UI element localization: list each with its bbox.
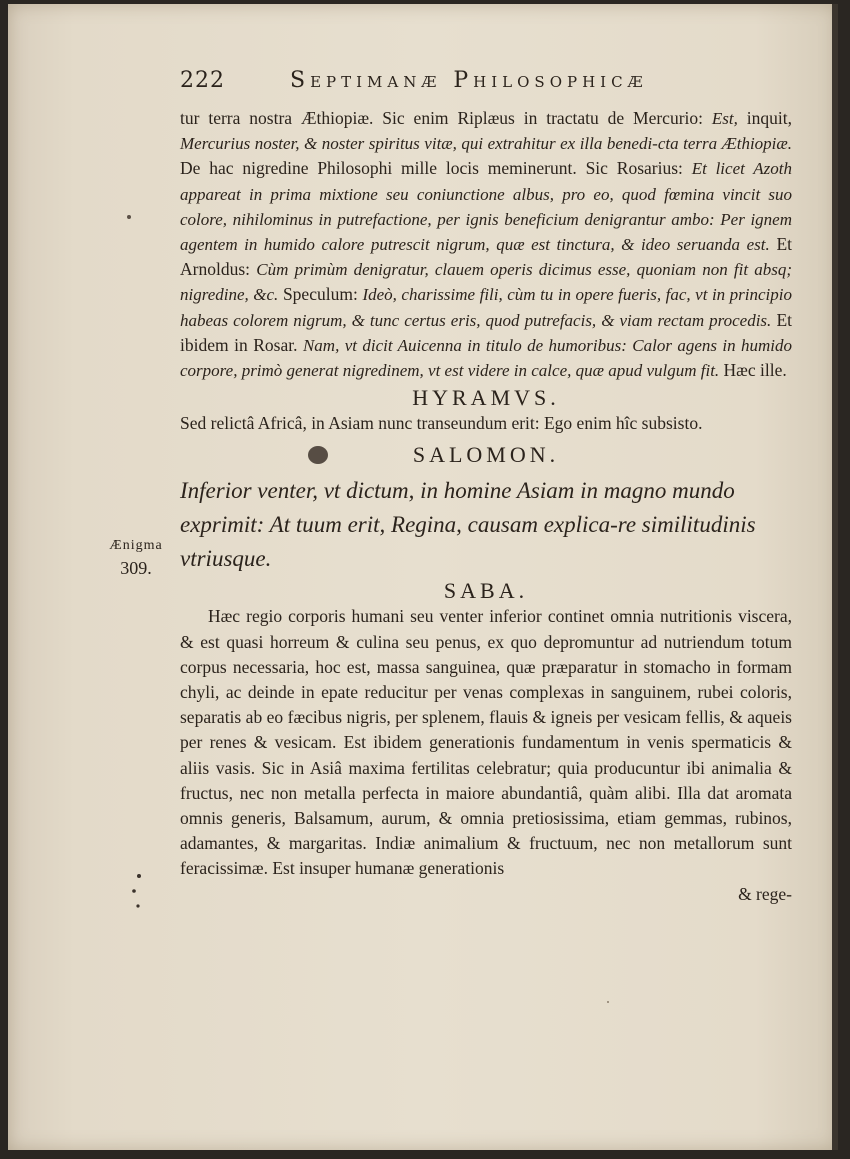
text-run: Et ibidem in Rosar. <box>180 309 792 355</box>
speaker-hyramus: HYRAMVS. <box>412 385 560 411</box>
paragraph-nigredo <box>180 106 792 383</box>
page-number: 222 <box>180 68 225 93</box>
speaker-salomon-block <box>180 442 792 468</box>
text-run: De hac nigredine Philosophi mille locis meminerunt. Sic Rosarius: <box>180 158 692 179</box>
ink-blot <box>308 446 328 464</box>
catchword: & rege- <box>738 883 792 904</box>
text-run: tur terra nostra Æthiopiæ. Sic enim Riplæus in tractatu de Mercurio: <box>180 108 712 128</box>
text-run-italic: Cùm primùm denigratur, clauem operis dicimus esse, quoniam non fit absq; nigredine, &c. <box>180 260 793 305</box>
text-run: inquit, <box>737 108 792 128</box>
text-run-italic: Ideò, charissime fili, cùm tu in opere fueris, fac, vt in principio habeas colorem nigrum, & tunc certus eris, quod putrefacis, & viam rectam procedis. <box>180 285 793 330</box>
page-edge <box>832 4 838 1150</box>
text-run-italic: Mercurius noster, & noster spiritus vitæ, qui extrahitur ex illa benedi-cta terra Æthiopiæ. <box>180 134 792 154</box>
speaker-saba: SABA. <box>443 578 529 604</box>
text-block <box>180 68 792 907</box>
speaker-salomon: SALOMON. <box>412 442 560 468</box>
running-head <box>180 68 792 106</box>
book-page <box>8 4 838 1150</box>
text-run-italic: Et licet Azoth appareat in prima mixtione seu coniunctione albus, pro eo, quod fœmina vincit suo colore, nihilominus in putrefactione, per ignis beneficium denigrantur ambo: Per ignem agentem in humido calore putrescit nigrum, quæ est tinctura, & ideo seruanda est. <box>180 159 792 255</box>
text-run-italic: Est, <box>711 109 738 128</box>
text-run: Speculum: <box>278 284 363 305</box>
paragraph-hyramus: Sed relictâ Africâ, in Asiam nunc transeundum erit: Ego enim hîc subsisto. <box>180 413 703 434</box>
margin-label: Ænigma <box>109 538 163 553</box>
text-run-italic: Nam, vt dicit Auicenna in titulo de humoribus: Calor agens in humido corpore, primò generat nigredinem, vt est videre in calce, quæ apud vulgum fit. <box>180 335 792 381</box>
header-title: Septimanæ Philosophicæ <box>290 68 648 93</box>
margin-note <box>96 538 176 579</box>
text-run: Et Arnoldus: <box>180 234 793 280</box>
margin-number: 309. <box>120 558 152 578</box>
aenigma-text: Inferior venter, vt dictum, in homine Asiam in magno mundo exprimit: At tuum erit, Regina, causam explica-re similitudinis vtriusque. <box>180 478 756 572</box>
paragraph-saba: Hæc regio corporis humani seu venter inferior continet omnia nutritionis viscera, & est quasi horreum & culina seu penus, ex quo depromuntur ad nutriendum totum corpus necessaria, hoc est, massa sanguinea, quæ præparatur in stomacho in formam chyli, ac deinde in epate reducitur per venas complexas in sanguinem, rubei coloris, separatis ab eo fæcibus nigris, per splenem, flauis & igneis per vesicam fellis, & aqueis per renes & vesicam. Est ibidem generationis fundamentum in venis spermaticis & aliis vasis. Sic in Asiâ maxima fertilitas celebratur; quia producuntur ibi animalia & fructus, nec non metalla perfecta in maiore abundantiâ, quàm alibi. Illa dat aromata omnis generis, Balsamum, aurum, & omnia pretiosissima, etiam gemmas, rubinos, adamantes, & margaritas. Indiæ animalium & fructuum, nec non metallorum sunt feracissimæ. Est insuper humanæ generationis <box>180 606 792 879</box>
text-run: Hæc ille. <box>719 360 787 381</box>
